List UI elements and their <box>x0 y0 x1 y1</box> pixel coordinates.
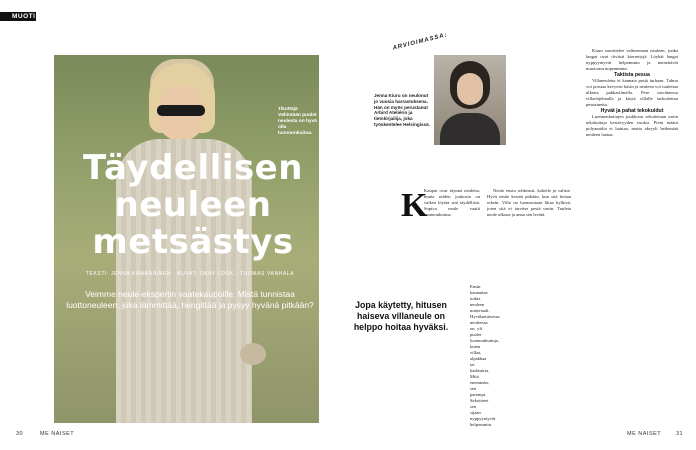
arvioimassa-tag: ARVIOIMASSA: <box>392 32 449 52</box>
body-column-3 <box>586 48 678 138</box>
feature-title: Täydellisen neuleen metsästys <box>83 148 303 262</box>
page-number-right: 31 <box>676 431 684 437</box>
page-number-left: 30 <box>16 431 24 437</box>
subheading-taktista-pesua: Taktista pesua <box>614 72 650 78</box>
body-paragraph: Neulo ensin rohkeasti, kokeile ja valitse. Hyvä neule kestää pitkään, kun sitä hoitaa oikein. Villa on luonnostaan likaa hylkivä, joten sitä ei tarvitse pestä usein. Tuuleta neule ulkona ja anna sen levätä. <box>487 188 571 217</box>
magazine-name-left: ME NAISET <box>40 431 75 437</box>
yarn-ball-shape <box>240 343 266 365</box>
subheading-tekokuidut: Hyvät ja pahat tekokuidut <box>600 108 664 114</box>
body-paragraph: Luonnonkuitujen joukkoon sekoitetaan usein tekokuituja kestävyyden vuoksi. Pieni määrä polyamidia ei haittaa, mutta akryyli heikentää neuleen laatua. <box>586 114 678 137</box>
pull-quote: Jopa käytetty, hitusen haiseva villaneule on helppo hoitaa hyväksi. <box>353 300 449 332</box>
section-label: MUOTI <box>12 13 36 20</box>
body-column-1 <box>402 188 480 218</box>
expert-portrait <box>434 55 506 145</box>
portrait-body <box>440 113 500 145</box>
drop-cap: K <box>401 187 428 224</box>
feature-credits: TEKSTI: JENNA KÄMÄRÄINEN · KUVAT: OKAY LOOK · TUOMAS VANHALA <box>85 271 295 277</box>
portrait-caption: Jenna Kiuru on neulonut jo vuosia harrastuksena. Hän on myös perustanut Arbird Ateliérin ja tietokirjailija, joka työskentelee Helsingissä. <box>374 93 430 127</box>
body-paragraph: Villaneuletta ei kannata pestä turhaan. Tahrat voi poistaa kevyesti käsin ja neuleen voi tuulettaa ulkona pakkasilmalla. Pese tarvittaessa villaohjelmalla ja käytä villalle tarkoitettua pesuainetta. <box>586 78 678 107</box>
body-paragraph: Ensin kannattaa tutkia neuleen materiaali. Hyvälaatuisessa neuleessa on yli puolet luonnonkuituja, kuten villaa, alpakkaa tai kashmiria. Mitä enemmän, sen parempi. Sekoitteet sen sijaan nyppyyntyvät helpommin. <box>470 284 500 427</box>
body-column-2 <box>487 188 571 218</box>
body-paragraph: Kiuru suosittelee valitsemaan neuleen, jonka langat ovat tiiviisti kierrettyjä. Löyhät langat nyppyyntyvät helpommin ja menettävät muotonsa nopeammin. <box>586 48 678 71</box>
feature-deck: Veimme neule-ekspertin vaatekaupoille. Mistä tunnistaa luottoneuleen, joka lämmittää, hengittää ja pysyy hyvänä pitkään? <box>66 289 314 310</box>
portrait-face <box>457 73 483 105</box>
photo-caption: Tikuttäjä Vähintään puolet neulesta on hyvä olla luonnonkuitua. <box>278 107 317 136</box>
body-paragraph: Kaupat ovat täynnä neuleita, mutta niiden joukosta on vaikea löytää sitä täydellistä. Sopiva neule vaatii luonnonkuitua. <box>424 188 480 217</box>
sunglasses-shape <box>157 105 205 116</box>
magazine-name-right: ME NAISET <box>627 431 662 437</box>
